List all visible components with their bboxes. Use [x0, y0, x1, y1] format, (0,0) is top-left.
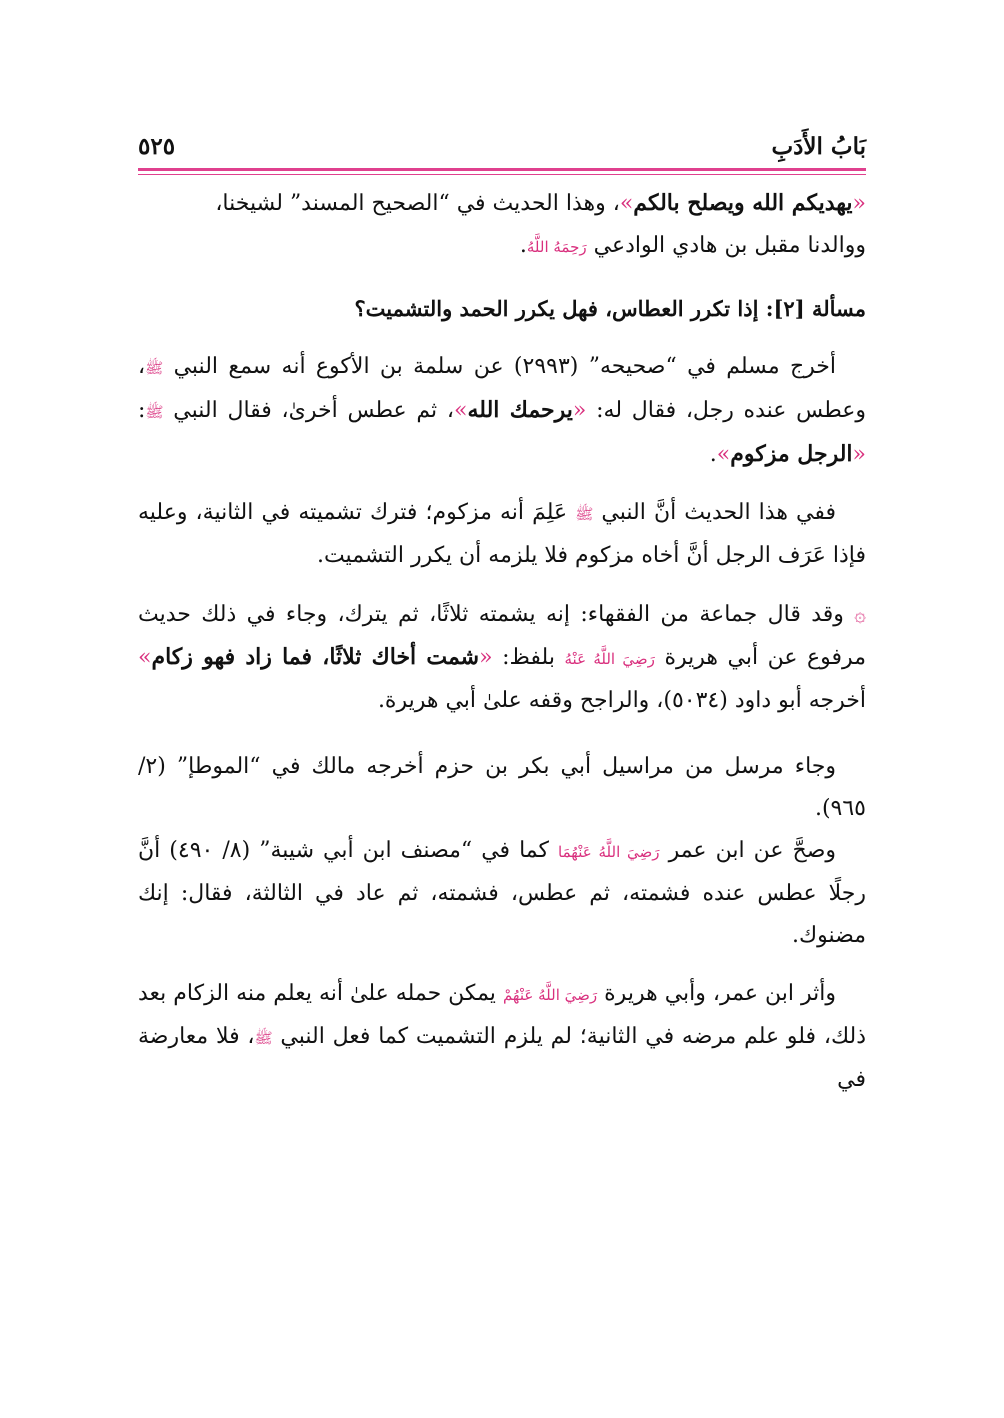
text: ، وهذا الحديث في — [449, 191, 620, 216]
paragraph-7 — [138, 830, 866, 957]
text: (٢/ ٩٦٥). — [138, 754, 866, 821]
honorific-salla-glyph: ﷺ — [145, 359, 164, 377]
paragraph-1 — [138, 182, 866, 225]
paragraph-2 — [138, 225, 866, 268]
book-title: “الصحيح المسند” — [289, 191, 450, 216]
quote-open: « — [479, 645, 493, 670]
quote-close: » — [454, 398, 468, 423]
quote-open: « — [572, 398, 587, 423]
quote-close: » — [619, 191, 634, 216]
text: ، ثم عطس أخرىٰ، فقال النبي — [163, 398, 455, 423]
text: وصحَّ عن ابن عمر — [659, 838, 837, 863]
heading-label: مسألة [٢]: — [765, 296, 866, 321]
honorific-radiya-glyph: رَضِيَ اللَّهُ عَنْهُمَا — [558, 843, 660, 861]
ornament-star-icon: ۞ — [854, 602, 866, 626]
page-number: ٥٢٥ — [138, 132, 176, 160]
text: يمكن حمله علىٰ أنه يعلم منه الزكام بعد ذلك، فلو علم مرضه في الثانية؛ لم يلزم التشميت كما فعل النبي — [138, 981, 866, 1049]
honorific-salla-glyph: ﷺ — [145, 403, 164, 421]
book-title: “صحيحه” — [588, 354, 677, 379]
quote-open: « — [852, 442, 866, 467]
text: ففي هذا الحديث أنَّ النبي — [593, 500, 836, 525]
honorific-salla-glyph: ﷺ — [254, 1029, 273, 1047]
honorific-radiya-glyph: رَضِيَ اللَّهُ عَنْهُ — [564, 650, 655, 668]
quote-close: » — [716, 442, 731, 467]
text: ، فلا معارضة في — [138, 1024, 866, 1092]
text: عَلِمَ أنه مزكوم؛ فترك تشميته في الثانية، وعليه فإذا عَرَف الرجل أنَّ أخاه مزكوم فلا يلزمه أن يكرر التشميت. — [138, 500, 866, 568]
page-body — [138, 182, 866, 1101]
text: وأثر ابن عمر، وأبي هريرة — [597, 981, 837, 1006]
honorific-salla-glyph: ﷺ — [575, 505, 594, 523]
hadith-quote: الرجل مزكوم — [730, 441, 853, 467]
text: أخرجه أبو داود (٥٠٣٤)، والراجح وقفه علىٰ أبي هريرة. — [377, 688, 866, 713]
paragraph-8 — [138, 973, 866, 1101]
text: : — [138, 398, 146, 423]
quote-open: « — [852, 191, 866, 216]
text: لشيخنا، — [215, 191, 290, 216]
honorific-radiya-glyph: رَضِيَ اللَّهُ عَنْهُمْ — [502, 986, 598, 1004]
paragraph-3 — [138, 346, 866, 476]
text: ووالدنا مقبل بن هادي الوادعي — [586, 233, 866, 258]
text: وجاء مرسل من مراسيل أبي بكر بن حزم أخرجه مالك في — [260, 754, 837, 779]
text: . — [519, 233, 527, 258]
text: أخرج مسلم في — [676, 354, 836, 379]
text: بلفظ: — [492, 645, 565, 670]
paragraph-6 — [138, 746, 866, 830]
page-header — [138, 128, 866, 164]
hadith-quote: يهديكم الله ويصلح بالكم — [633, 190, 853, 216]
running-head: بَابُ الأَدَبِ — [771, 132, 866, 160]
hadith-quote: يرحمك الله — [467, 397, 573, 423]
heading-text: إذا تكرر العطاس، فهل يكرر الحمد والتشميت؟ — [354, 296, 766, 321]
book-title: “مصنف ابن أبي شيبة” — [259, 838, 473, 863]
section-heading — [138, 288, 866, 330]
paragraph-5 — [138, 593, 866, 722]
honorific-rahimahu-glyph: رَحِمَهُ اللَّهُ — [526, 238, 587, 256]
text: ، وعطس عنده رجل، فقال له: — [138, 354, 866, 423]
header-rule-thick — [138, 168, 866, 171]
book-title: “الموطإ” — [176, 754, 261, 779]
header-rule-thin — [138, 174, 866, 175]
text: . — [709, 442, 717, 467]
paragraph-4 — [138, 492, 866, 577]
text: (٢٩٩٣) عن سلمة بن الأكوع أنه سمع النبي — [163, 354, 589, 379]
hadith-quote: شمت أخاك ثلاثًا، فما زاد فهو زكام — [151, 644, 480, 670]
text: (٨/ ٤٩٠) أنَّ رجلًا عطس عنده فشمته، ثم عطس، فشمته، ثم عاد في الثالثة، فقال: إنك مضنوك. — [138, 838, 866, 948]
quote-close: » — [138, 645, 152, 670]
text: كما في — [472, 838, 559, 863]
text: وقد قال جماعة من الفقهاء: إنه يشمته ثلاثًا، ثم يترك، وجاء في ذلك حديث مرفوع عن أبي هريرة — [138, 602, 866, 670]
